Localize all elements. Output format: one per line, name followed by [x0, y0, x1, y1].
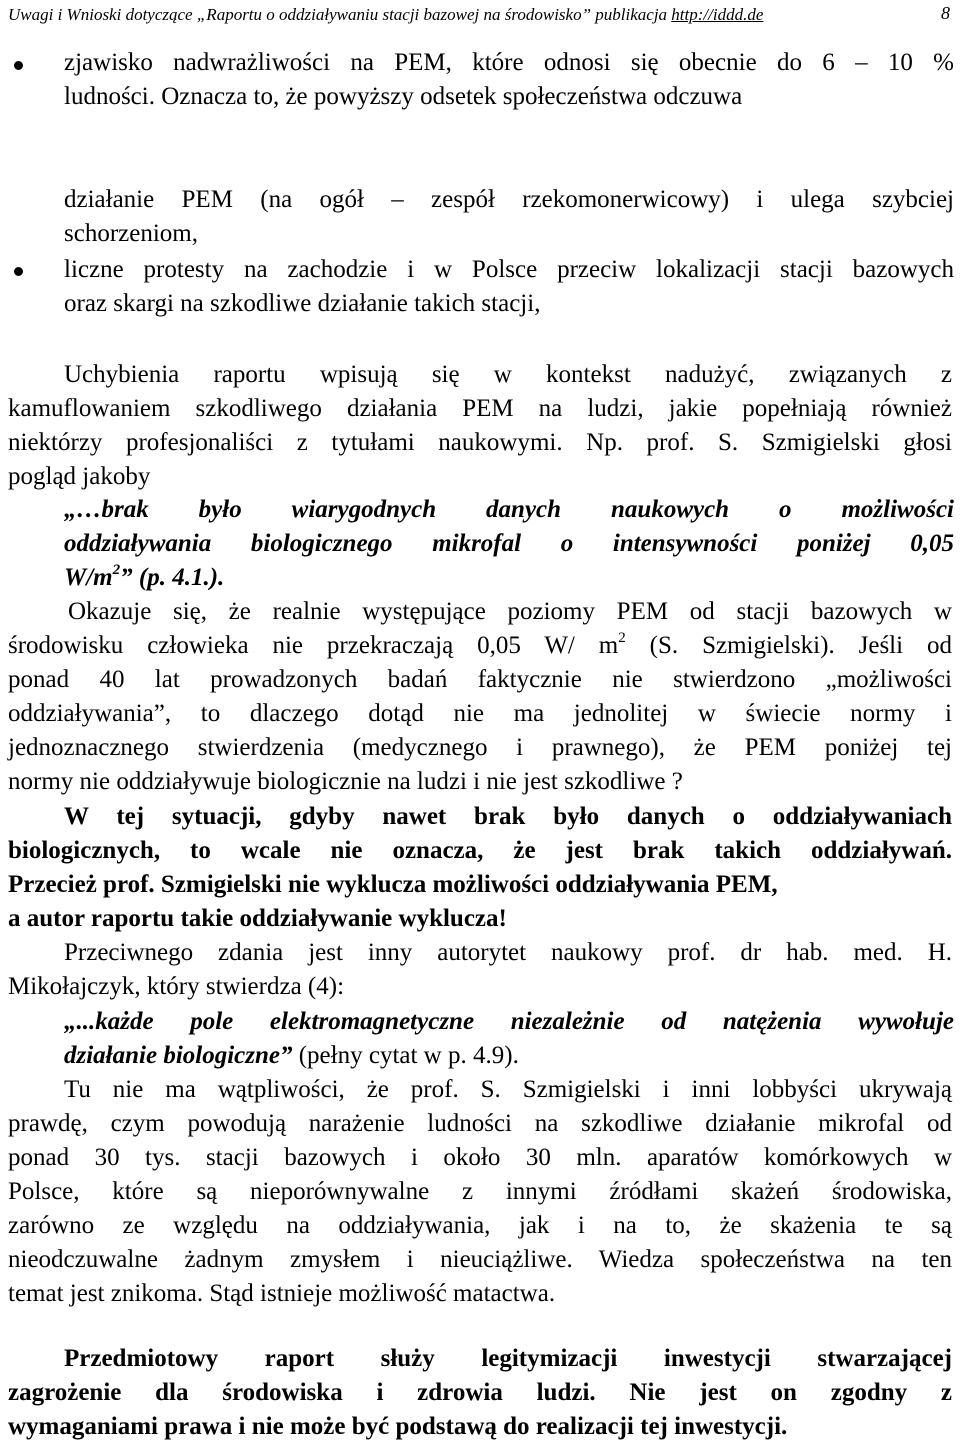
para1-line1: Uchybienia raportu wpisują się w kontekst nadużyć, związanych z: [64, 361, 952, 388]
bullet-marker-1: [14, 61, 23, 70]
bullet-item-1-cont2: [64, 183, 954, 251]
quote1-line3: $W/m^2$” (p. 4.1.).: [64, 562, 225, 591]
para1-line4: pogląd jakoby: [8, 463, 151, 490]
para4-line1: Tu nie ma wątpliwości, że prof. S. Szmigielski i inni lobbyści ukrywają: [64, 1076, 952, 1103]
bold-line3: Przecież prof. Szmigielski nie wyklucza możliwości oddziaływania PEM,: [8, 871, 778, 898]
bullet-item-1: [64, 46, 954, 80]
para2-line2: środowisku człowieka nie przekraczają 0,05 W/ $m^2$ (S. Szmigielski). Jeśli od: [8, 630, 952, 659]
bullet2-line1: liczne protesty na zachodzie i w Polsce przeciw lokalizacji stacji bazowych: [64, 256, 954, 283]
final-line3: wymaganiami prawa i nie może być podstawą do realizacji tej inwestycji.: [8, 1413, 788, 1440]
para1-line3: niektórzy profesjonaliści z tytułami naukowymi. Np. prof. S. Szmigielski głosi: [8, 429, 952, 456]
page-header: [8, 0, 956, 30]
para2-line5: jednoznacznego stwierdzenia (medycznego i prawnego), że PEM poniżej tej: [8, 734, 952, 761]
bullet1-line1: zjawisko nadwrażliwości na PEM, które odnosi się obecnie do 6 – 10 %: [64, 49, 954, 76]
para2-line3: ponad 40 lat prowadzonych badań faktycznie nie stwierdzono „możliwości: [8, 666, 952, 693]
final-line1: Przedmiotowy raport służy legitymizacji inwestycji stwarzającej: [64, 1345, 952, 1372]
quote-2: [64, 1005, 954, 1073]
bullet-item-1-cont: [64, 80, 954, 114]
quote-1: [64, 493, 954, 595]
bullet1-line3: działanie PEM (na ogół – zespół rzekomonerwicowy) i ulega szybciej: [64, 186, 954, 213]
bullet2-line2: oraz skargi na szkodliwe działanie takich stacji,: [64, 290, 541, 317]
paragraph-2: [8, 595, 952, 799]
para3-line1: Przeciwnego zdania jest inny autorytet naukowy prof. dr hab. med. H.: [64, 939, 952, 966]
page-number: 8: [941, 3, 950, 23]
bold-line2: biologicznych, to wcale nie oznacza, że jest brak takich oddziaływań.: [8, 837, 952, 864]
paragraph-1: [8, 358, 952, 494]
header-title: Uwagi i Wnioski dotyczące „Raportu o oddziaływaniu stacji bazowej na środowisko” publikacja http://iddd.de: [8, 5, 764, 24]
bullet-item-2: [64, 253, 954, 321]
para2-line1: Okazuje się, że realnie występujące poziomy PEM od stacji bazowych w: [68, 598, 952, 625]
para4-line6: nieodczuwalne żadnym zmysłem i nieuciążliwe. Wiedza społeczeństwa na ten: [8, 1246, 952, 1273]
para4-line2: prawdę, czym powodują narażenie ludności na szkodliwe działanie mikrofal od: [8, 1110, 952, 1137]
bullet1-line4: schorzeniom,: [64, 220, 198, 247]
final-line2: zagrożenie dla środowiska i zdrowia ludzi. Nie jest on zgodny z: [8, 1379, 952, 1406]
quote1-line1: „…brak było wiarygodnych danych naukowych o możliwości: [64, 496, 954, 523]
paragraph-4: [8, 1073, 952, 1311]
bold-line4: a autor raportu takie oddziaływanie wyklucza!: [8, 905, 507, 932]
bullet1-line2: ludności. Oznacza to, że powyższy odsetek społeczeństwa odczuwa: [64, 83, 743, 110]
bullet-marker-2: [14, 267, 23, 276]
para4-line5: zarówno ze względu na oddziaływania, jak i na to, że skażenia te są: [8, 1212, 952, 1239]
para2-line4: oddziaływania”, to dlaczego dotąd nie ma jednolitej w świecie normy i: [8, 700, 952, 727]
paragraph-3: [8, 936, 952, 1004]
para3-line2: Mikołajczyk, który stwierdza (4):: [8, 973, 345, 1000]
bold-paragraph: [8, 800, 952, 936]
para4-line4: Polsce, które są nieporównywalne z innymi źródłami skażeń środowiska,: [8, 1178, 952, 1205]
header-link[interactable]: http://iddd.de: [671, 5, 764, 24]
quote2-line2: działanie biologiczne” (pełny cytat w p. 4.9).: [64, 1042, 519, 1069]
para4-line7: temat jest znikoma. Stąd istnieje możliwość matactwa.: [8, 1280, 556, 1307]
para1-line2: kamuflowaniem szkodliwego działania PEM na ludzi, jakie popełniają również: [8, 395, 952, 422]
final-bold-paragraph: [8, 1342, 952, 1444]
para2-line6: normy nie oddziaływuje biologicznie na ludzi i nie jest szkodliwe ?: [8, 768, 683, 795]
para4-line3: ponad 30 tys. stacji bazowych i około 30 mln. aparatów komórkowych w: [8, 1144, 952, 1171]
bold-line1: W tej sytuacji, gdyby nawet brak było danych o oddziaływaniach: [64, 803, 952, 830]
quote1-line2: oddziaływania biologicznego mikrofal o intensywności poniżej 0,05: [64, 530, 954, 557]
quote2-line1: „...każde pole elektromagnetyczne niezależnie od natężenia wywołuje: [64, 1008, 954, 1035]
